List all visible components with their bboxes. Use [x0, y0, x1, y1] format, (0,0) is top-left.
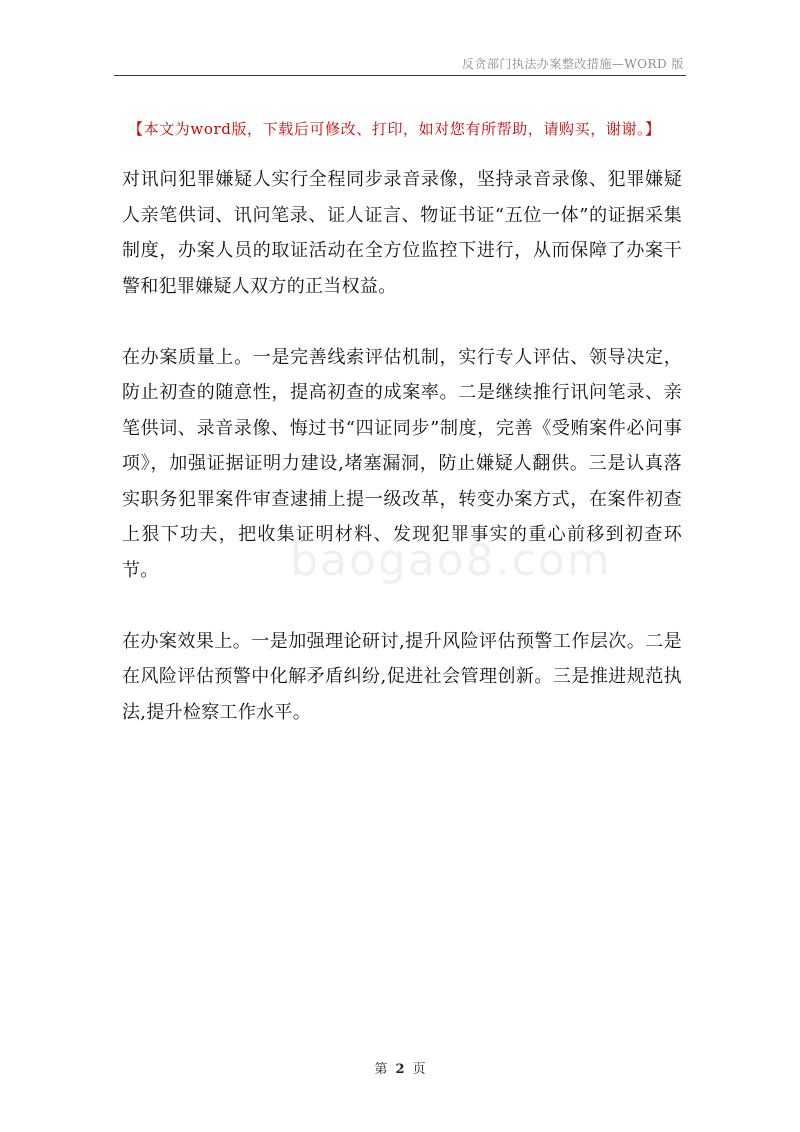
page-footer [0, 1058, 800, 1077]
paragraph-case-effect: 在办案效果上。一是加强理论研讨,提升风险评估预警工作层次。二是在风险评估预警中化解矛盾纠纷,促进社会管理创新。三是推进规范执法,提升检察工作水平。 [122, 630, 682, 723]
page-number: 2 [395, 1062, 405, 1077]
header-title: 反贪部门执法办案整改措施—WORD 版 [461, 57, 684, 71]
download-notice: 【本文为word版，下载后可修改、打印，如对您有所帮助，请购买，谢谢。】 [128, 120, 661, 138]
page-label-suffix: 页 [412, 1062, 426, 1077]
header-divider [114, 75, 686, 76]
paragraph-evidence-collection: 对讯问犯罪嫌疑人实行全程同步录音录像，坚持录音录像、犯罪嫌疑人亲笔供词、讯问笔录、证人证言、物证书证“五位一体”的证据采集制度，办案人员的取证活动在全方位监控下进行，从而保障了办案干警和犯罪嫌疑人双方的正当权益。 [122, 169, 682, 297]
document-body [122, 162, 682, 730]
page-label-prefix: 第 [374, 1062, 388, 1077]
watermark: baogao8.com [290, 535, 612, 586]
paragraph-case-quality: 在办案质量上。一是完善线索评估机制，实行专人评估、领导决定，防止初查的随意性，提高初查的成案率。二是继续推行讯问笔录、亲笔供词、录音录像、悔过书“四证同步”制度，完善《受贿案件必问事项》，加强证据证明力建设,堵塞漏洞，防止嫌疑人翻供。三是认真落实职务犯罪案件审查逮捕上提一级改革，转变办案方式，在案件初查上狠下功夫，把收集证明材料、发现犯罪事实的重心前移到初查环节。 [122, 346, 682, 581]
